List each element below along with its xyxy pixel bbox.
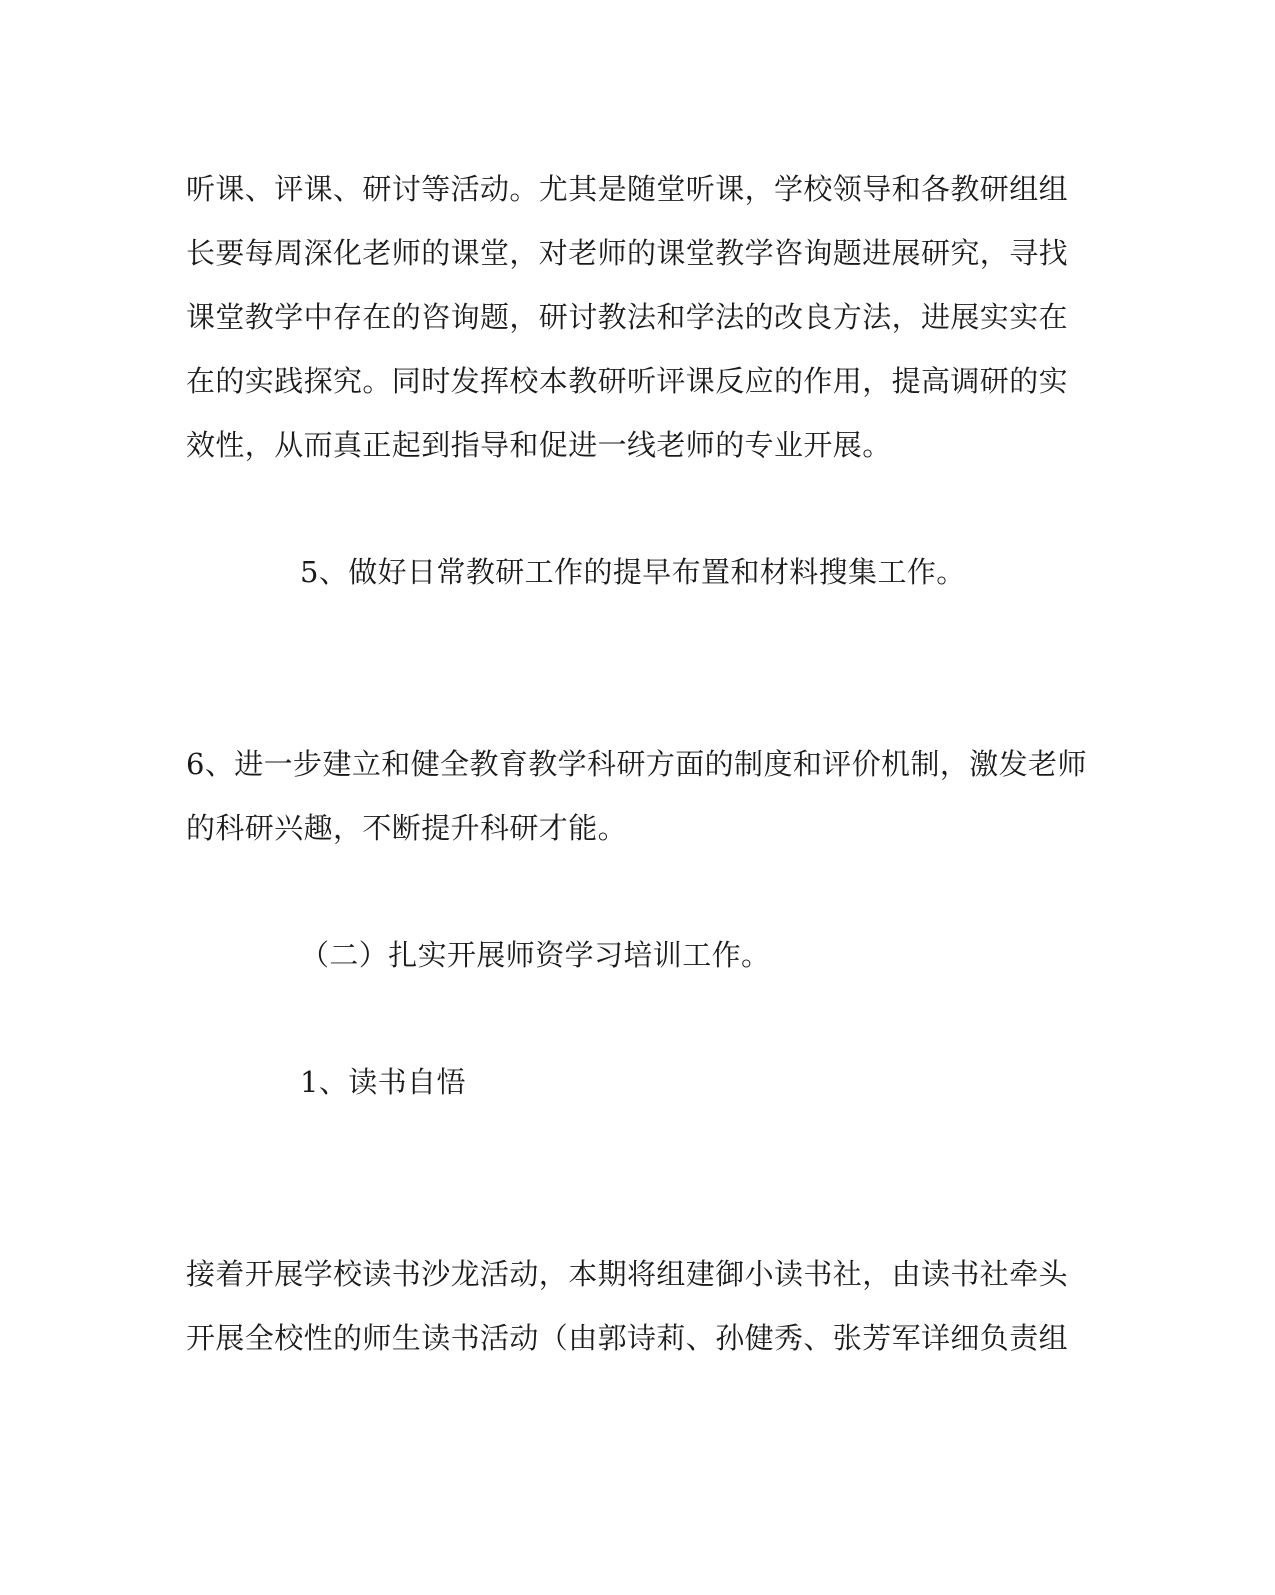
list-item-5 xyxy=(300,540,1180,604)
text-line: （二）扎实开展师资学习培训工作。 xyxy=(300,938,771,972)
text-line: 在的实践探究。同时发挥校本教研听评课反应的作用，提高调研的实 xyxy=(186,364,1069,398)
list-item-1-reading xyxy=(300,1050,1180,1114)
text-line: 的科研兴趣，不断提升科研才能。 xyxy=(186,811,628,845)
text-line: 6、进一步建立和健全教育教学科研方面的制度和评价机制，激发老师 xyxy=(186,747,1087,781)
text-line: 课堂教学中存在的咨询题，研讨教法和学法的改良方法，进展实实在 xyxy=(186,300,1069,334)
paragraph-reading-salon xyxy=(186,1242,1069,1370)
list-item-6 xyxy=(186,732,1087,860)
text-line: 5、做好日常教研工作的提早布置和材料搜集工作。 xyxy=(300,555,966,589)
text-line: 效性，从而真正起到指导和促进一线老师的专业开展。 xyxy=(186,428,892,462)
text-line: 听课、评课、研讨等活动。尤其是随堂听课，学校领导和各教研组组 xyxy=(186,172,1069,206)
paragraph-lesson-observation xyxy=(186,157,1069,477)
text-line: 1、读书自悟 xyxy=(300,1065,466,1099)
text-line: 开展全校性的师生读书活动（由郭诗莉、孙健秀、张芳军详细负责组 xyxy=(186,1321,1069,1355)
section-heading-2 xyxy=(300,923,1180,987)
text-line: 长要每周深化老师的课堂，对老师的课堂教学咨询题进展研究，寻找 xyxy=(186,236,1069,270)
text-line: 接着开展学校读书沙龙活动，本期将组建御小读书社，由读书社牵头 xyxy=(186,1257,1069,1291)
